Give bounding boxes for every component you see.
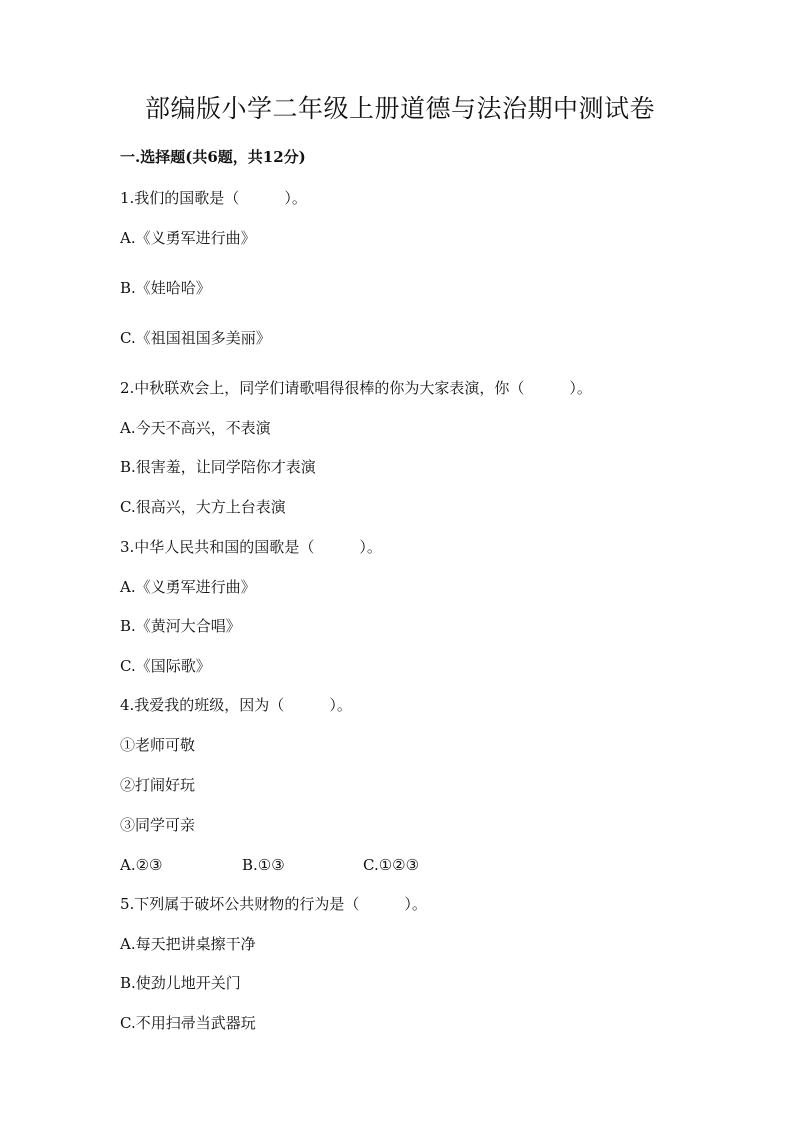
question-5-stem: 5.下列属于破坏公共财物的行为是（ ）。 [120, 895, 427, 913]
question-4-statement-1: ①老师可敬 [120, 736, 196, 754]
question-1-stem: 1.我们的国歌是（ ）。 [120, 189, 307, 207]
question-3-option-c[interactable]: C.《国际歌》 [120, 657, 211, 675]
question-2-stem: 2.中秋联欢会上，同学们请歌唱得很棒的你为大家表演，你（ ）。 [120, 379, 592, 397]
question-1-option-a[interactable]: A.《义勇军进行曲》 [120, 229, 256, 247]
question-5-option-b[interactable]: B.使劲儿地开关门 [120, 974, 241, 992]
question-1-option-c[interactable]: C.《祖国祖国多美丽》 [120, 329, 271, 347]
question-3-option-b[interactable]: B.《黄河大合唱》 [120, 617, 241, 635]
question-4-stem: 4.我爱我的班级，因为（ ）。 [120, 696, 352, 714]
question-5-option-a[interactable]: A.每天把讲桌擦干净 [120, 935, 256, 953]
question-4-option-b[interactable]: B.①③ [242, 856, 285, 874]
question-5-option-c[interactable]: C.不用扫帚当武器玩 [120, 1014, 256, 1032]
question-1-option-b[interactable]: B.《娃哈哈》 [120, 279, 211, 297]
question-4-statement-3: ③同学可亲 [120, 816, 196, 834]
question-4-option-a[interactable]: A.②③ [120, 856, 163, 874]
question-4-option-c[interactable]: C.①②③ [363, 856, 420, 874]
question-2-option-c[interactable]: C.很高兴，大方上台表演 [120, 498, 286, 516]
question-3-option-a[interactable]: A.《义勇军进行曲》 [120, 578, 256, 596]
question-2-option-b[interactable]: B.很害羞，让同学陪你才表演 [120, 458, 316, 476]
question-4-statement-2: ②打闹好玩 [120, 776, 196, 794]
page-title: 部编版小学二年级上册道德与法治期中测试卷 [144, 94, 655, 123]
question-3-stem: 3.中华人民共和国的国歌是（ ）。 [120, 538, 382, 556]
section-heading: 一.选择题(共6题，共12分) [120, 148, 306, 166]
question-2-option-a[interactable]: A.今天不高兴，不表演 [120, 419, 271, 437]
